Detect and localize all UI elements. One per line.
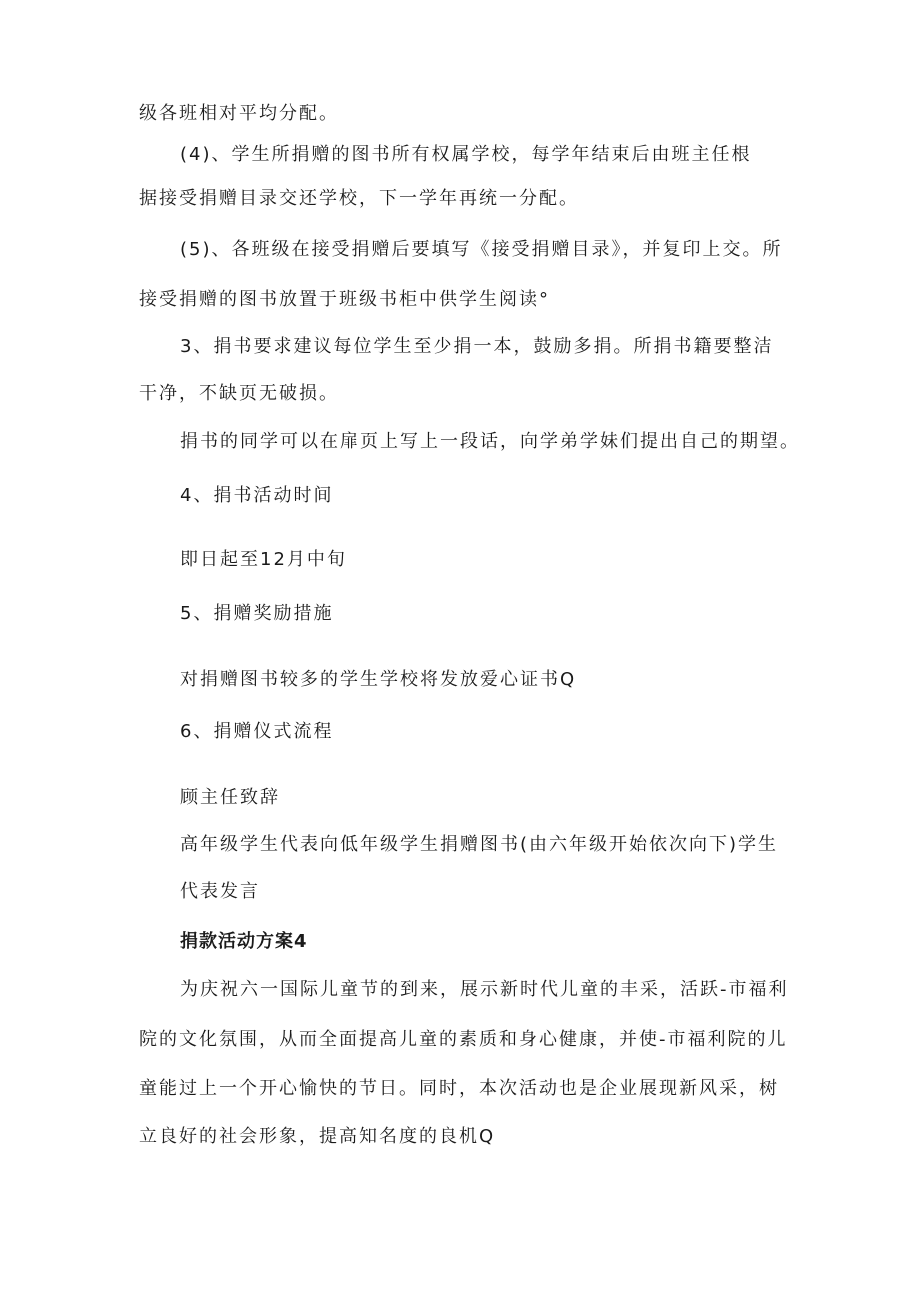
text-line: 院的文化氛围，从而全面提高儿童的素质和身心健康，并使-市福利院的儿: [139, 1029, 788, 1050]
text-line: 代表发言: [180, 881, 260, 902]
text-line: 据接受捐赠目录交还学校，下一学年再统一分配。: [139, 188, 579, 209]
text-line: 童能过上一个开心愉快的节日。同时，本次活动也是企业展现新风采，树: [139, 1078, 779, 1099]
text-line: (5)、各班级在接受捐赠后要填写《接受捐赠目录》，并复印上交。所: [180, 239, 783, 260]
text-line: 高年级学生代表向低年级学生捐赠图书(由六年级开始依次向下)学生: [180, 834, 779, 855]
section-heading: 5、捐赠奖励措施: [180, 603, 334, 624]
text-line: 顾主任致辞: [180, 787, 280, 808]
section-heading: 4、捐书活动时间: [180, 485, 334, 506]
text-line: 立良好的社会形象，提高知名度的良机Q: [139, 1126, 496, 1147]
section-title: 捐款活动方案4: [180, 931, 308, 952]
text-line: 对捐赠图书较多的学生学校将发放爱心证书Q: [180, 669, 577, 690]
text-line: 干净，不缺页无破损。: [139, 383, 339, 404]
text-line: 为庆祝六一国际儿童节的到来，展示新时代儿童的丰采，活跃-市福利: [180, 979, 789, 1000]
text-line: 捐书的同学可以在扉页上写上一段话，向学弟学妹们提出自己的期望。: [180, 431, 800, 452]
text-line: (4)、学生所捐赠的图书所有权属学校，每学年结束后由班主任根: [180, 144, 752, 165]
text-line: 接受捐赠的图书放置于班级书柜中供学生阅读°: [139, 289, 550, 310]
text-line: 级各班相对平均分配。: [139, 103, 339, 124]
section-heading: 6、捐赠仪式流程: [180, 721, 334, 742]
text-line: 3、捐书要求建议每位学生至少捐一本，鼓励多捐。所捐书籍要整洁: [180, 336, 774, 357]
text-line: 即日起至12月中旬: [180, 549, 347, 570]
